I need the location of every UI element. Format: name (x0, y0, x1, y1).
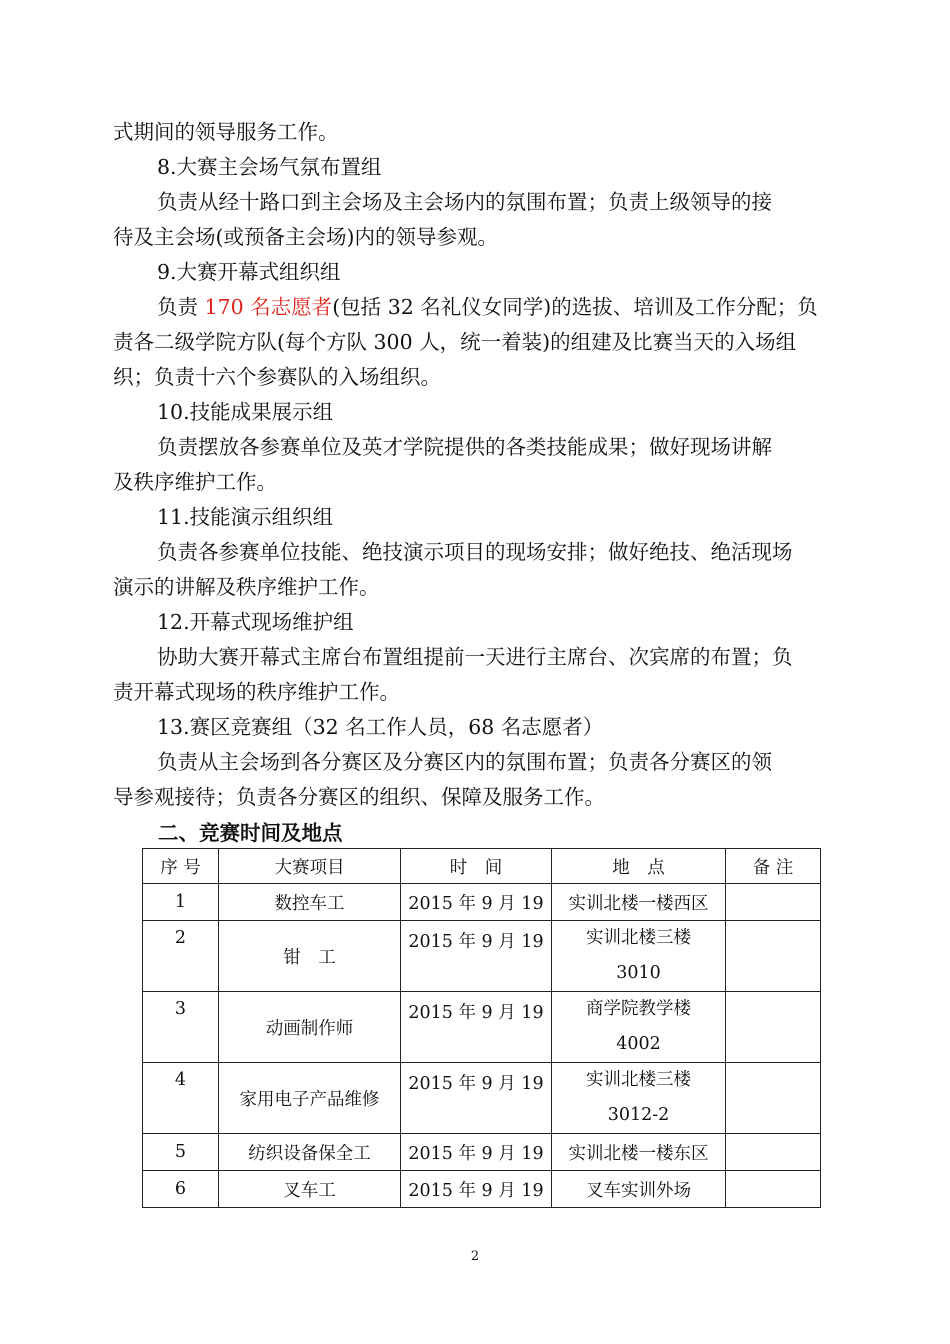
paragraph-line: 负责各参赛单位技能、绝技演示项目的现场安排；做好绝技、绝活现场 (157, 540, 793, 564)
cell-item: 家用电子产品维修 (219, 1063, 401, 1134)
page-number: 2 (470, 1249, 480, 1264)
paragraph-line: 式期间的领导服务工作。 (113, 120, 339, 144)
cell-item: 动画制作师 (219, 992, 401, 1063)
paragraph-line: 演示的讲解及秩序维护工作。 (113, 575, 380, 599)
cell-place: 实训北楼一楼东区 (552, 1134, 726, 1171)
place-line: 实训北楼三楼 (586, 1070, 691, 1090)
cell-time: 2015 年 9 月 19 (401, 1063, 552, 1134)
cell-time: 2015 年 9 月 19 (401, 921, 552, 992)
cell-item: 叉车工 (219, 1171, 401, 1208)
group-heading: 13.赛区竞赛组（32 名工作人员，68 名志愿者） (157, 715, 604, 739)
paragraph-line: 责各二级学院方队(每个方队 300 人，统一着装)的组建及比赛当天的入场组 (113, 330, 797, 354)
cell-item: 数控车工 (219, 884, 401, 921)
group-heading: 10.技能成果展示组 (157, 400, 334, 424)
cell-note (726, 1134, 821, 1171)
group-heading: 11.技能演示组织组 (157, 505, 334, 529)
cell-place: 实训北楼一楼西区 (552, 884, 726, 921)
paragraph-line: 负责从经十路口到主会场及主会场内的氛围布置；负责上级领导的接 (157, 190, 772, 214)
group-heading: 8.大赛主会场气氛布置组 (157, 155, 382, 179)
cell-no: 3 (143, 992, 219, 1063)
cell-place (552, 992, 726, 1063)
cell-time: 2015 年 9 月 19 (401, 884, 552, 921)
paragraph-line: 待及主会场(或预备主会场)内的领导参观。 (113, 225, 498, 249)
place-line: 实训北楼三楼 (586, 928, 691, 948)
cell-time: 2015 年 9 月 19 (401, 1134, 552, 1171)
paragraph-line: 织；负责十六个参赛队的入场组织。 (113, 365, 441, 389)
cell-place: 叉车实训外场 (552, 1171, 726, 1208)
table-row (143, 1171, 821, 1208)
cell-no: 6 (143, 1171, 219, 1208)
group-heading: 9.大赛开幕式组织组 (157, 260, 341, 284)
text-segment: 负责 (157, 295, 205, 319)
cell-no: 2 (143, 921, 219, 992)
paragraph-line: 及秩序维护工作。 (113, 470, 277, 494)
header-time: 时 间 (401, 849, 552, 884)
header-place: 地 点 (552, 849, 726, 884)
table-row (143, 1063, 821, 1134)
paragraph-line: 协助大赛开幕式主席台布置组提前一天进行主席台、次宾席的布置；负 (157, 645, 793, 669)
place-line: 3012-2 (607, 1105, 670, 1125)
header-item: 大赛项目 (219, 849, 401, 884)
cell-place (552, 921, 726, 992)
cell-no: 5 (143, 1134, 219, 1171)
cell-note (726, 1063, 821, 1134)
cell-note (726, 1171, 821, 1208)
competition-schedule-table (142, 848, 821, 1208)
cell-item: 纺织设备保全工 (219, 1134, 401, 1171)
group-heading: 12.开幕式现场维护组 (157, 610, 354, 634)
section-heading: 二、竞赛时间及地点 (158, 821, 343, 845)
cell-time: 2015 年 9 月 19 (401, 1171, 552, 1208)
cell-no: 1 (143, 884, 219, 921)
place-line: 4002 (616, 1034, 661, 1054)
text-segment: (包括 32 名礼仪女同学)的选拔、培训及工作分配；负 (332, 295, 818, 319)
cell-note (726, 921, 821, 992)
cell-note (726, 884, 821, 921)
highlighted-text: 170 名志愿者 (204, 295, 333, 319)
place-line: 商学院教学楼 (586, 999, 691, 1019)
paragraph-line: 导参观接待；负责各分赛区的组织、保障及服务工作。 (113, 785, 605, 809)
table-header-row (143, 849, 821, 884)
table-row (143, 884, 821, 921)
cell-place (552, 1063, 726, 1134)
header-no: 序 号 (143, 849, 219, 884)
table-row (143, 992, 821, 1063)
cell-time: 2015 年 9 月 19 (401, 992, 552, 1063)
table-row (143, 921, 821, 992)
table-row (143, 1134, 821, 1171)
header-note: 备 注 (726, 849, 821, 884)
place-line: 3010 (616, 963, 661, 983)
paragraph-line: 负责摆放各参赛单位及英才学院提供的各类技能成果；做好现场讲解 (157, 435, 772, 459)
cell-item: 钳 工 (219, 921, 401, 992)
paragraph-line: 责开幕式现场的秩序维护工作。 (113, 680, 400, 704)
cell-no: 4 (143, 1063, 219, 1134)
cell-note (726, 992, 821, 1063)
paragraph-line: 负责从主会场到各分赛区及分赛区内的氛围布置；负责各分赛区的领 (157, 750, 772, 774)
paragraph-line (113, 290, 897, 325)
